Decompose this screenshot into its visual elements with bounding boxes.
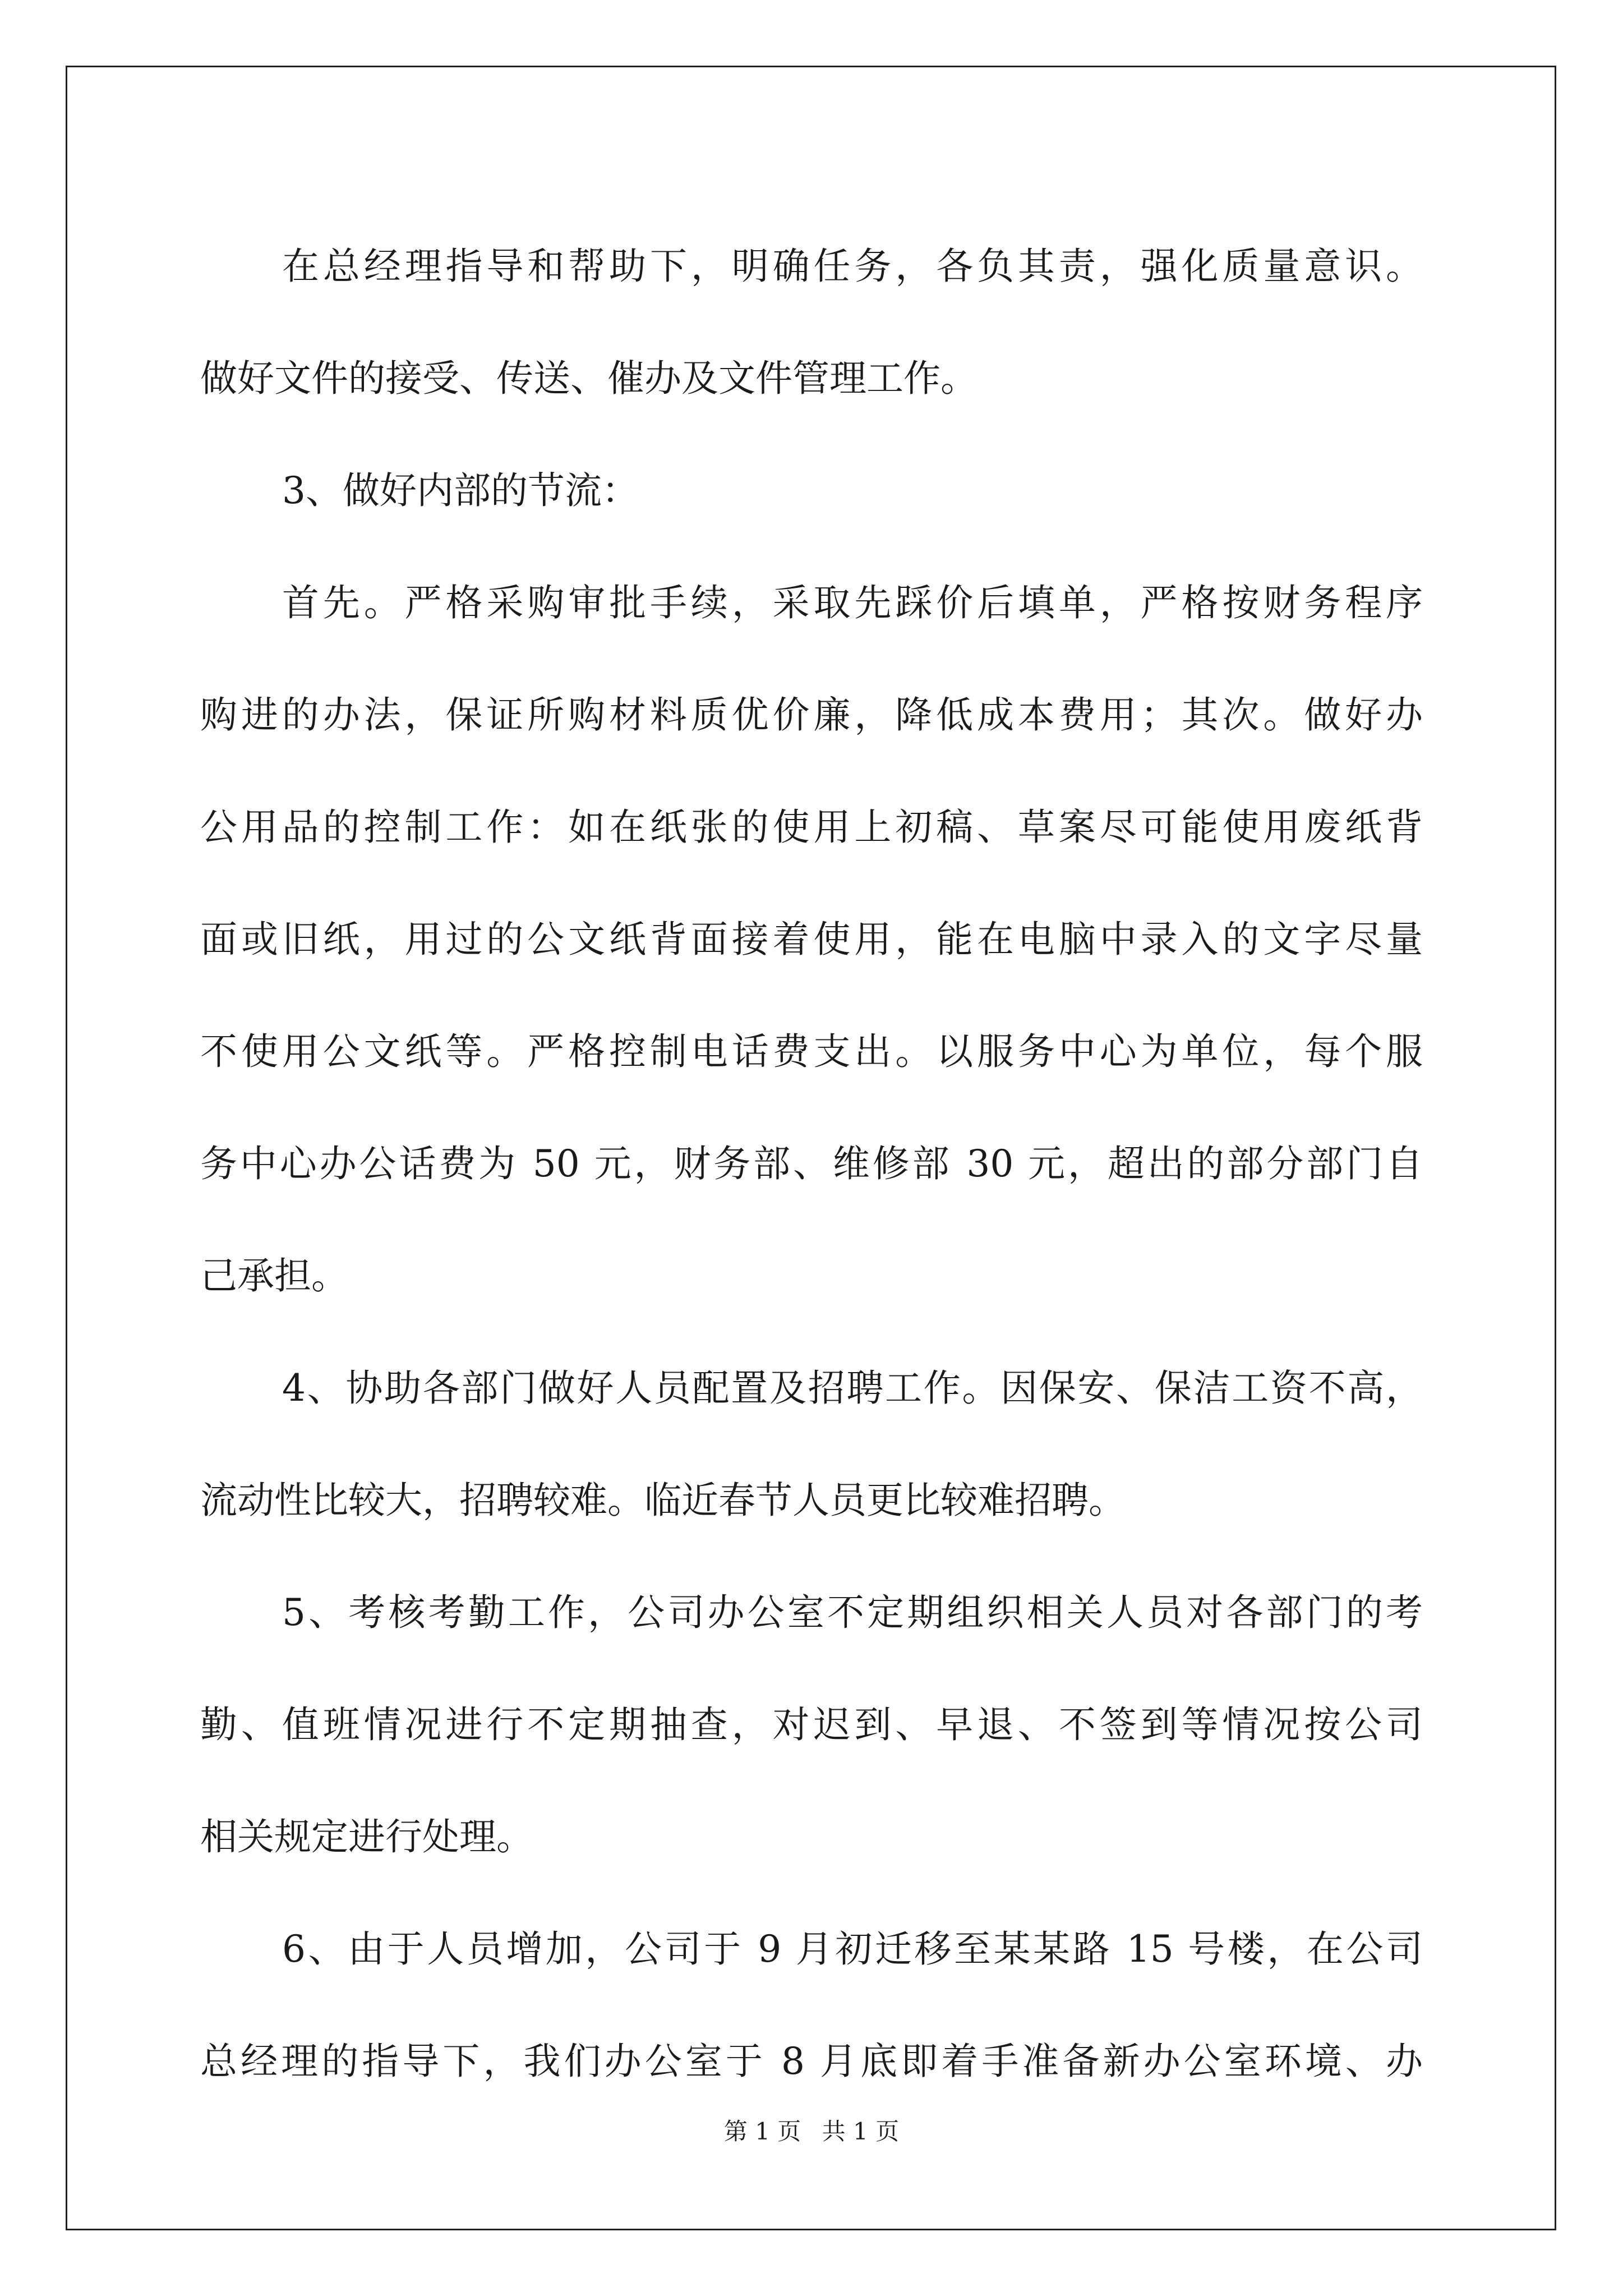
text-line: 购进的办法，保证所购材料质优价廉，降低成本费用；其次。做好办: [200, 693, 1423, 737]
text-line: 首先。严格采购审批手续，采取先踩价后填单，严格按财务程序: [282, 581, 1423, 624]
text-line: 做好文件的接受、传送、催办及文件管理工作。: [200, 357, 978, 400]
text-line: 勤、值班情况进行不定期抽查，对迟到、早退、不签到等情况按公司: [200, 1703, 1423, 1746]
document-body: [200, 210, 1423, 2118]
text-line: 5、考核考勤工作，公司办公室不定期组织相关人员对各部门的考: [282, 1591, 1423, 1634]
text-line: 务中心办公话费为 50 元，财务部、维修部 30 元，超出的部分部门自: [200, 1142, 1423, 1185]
text-line: 6、由于人员增加，公司于 9 月初迁移至某某路 15 号楼，在公司: [282, 1927, 1423, 1971]
text-line: 相关规定进行处理。: [200, 1815, 533, 1858]
text-line: 3、做好内部的节流：: [282, 469, 639, 512]
page-total: 共 1 页: [822, 2118, 900, 2145]
text-line: 在总经理指导和帮助下，明确任务，各负其责，强化质量意识。: [282, 245, 1423, 288]
page-number: 第 1 页: [723, 2118, 801, 2145]
text-line: 流动性比较大，招聘较难。临近春节人员更比较难招聘。: [200, 1479, 1126, 1522]
text-line: 4、协助各部门做好人员配置及招聘工作。因保安、保洁工资不高，: [282, 1366, 1423, 1410]
text-line: 总经理的指导下，我们办公室于 8 月底即着手准备新办公室环境、办: [200, 2040, 1423, 2083]
text-line: 己承担。: [200, 1254, 348, 1297]
page-footer: [0, 2115, 1623, 2148]
text-line: 不使用公文纸等。严格控制电话费支出。以服务中心为单位，每个服: [200, 1030, 1423, 1073]
text-line: 面或旧纸，用过的公文纸背面接着使用，能在电脑中录入的文字尽量: [200, 918, 1423, 961]
text-line: 公用品的控制工作：如在纸张的使用上初稿、草案尽可能使用废纸背: [200, 806, 1423, 849]
